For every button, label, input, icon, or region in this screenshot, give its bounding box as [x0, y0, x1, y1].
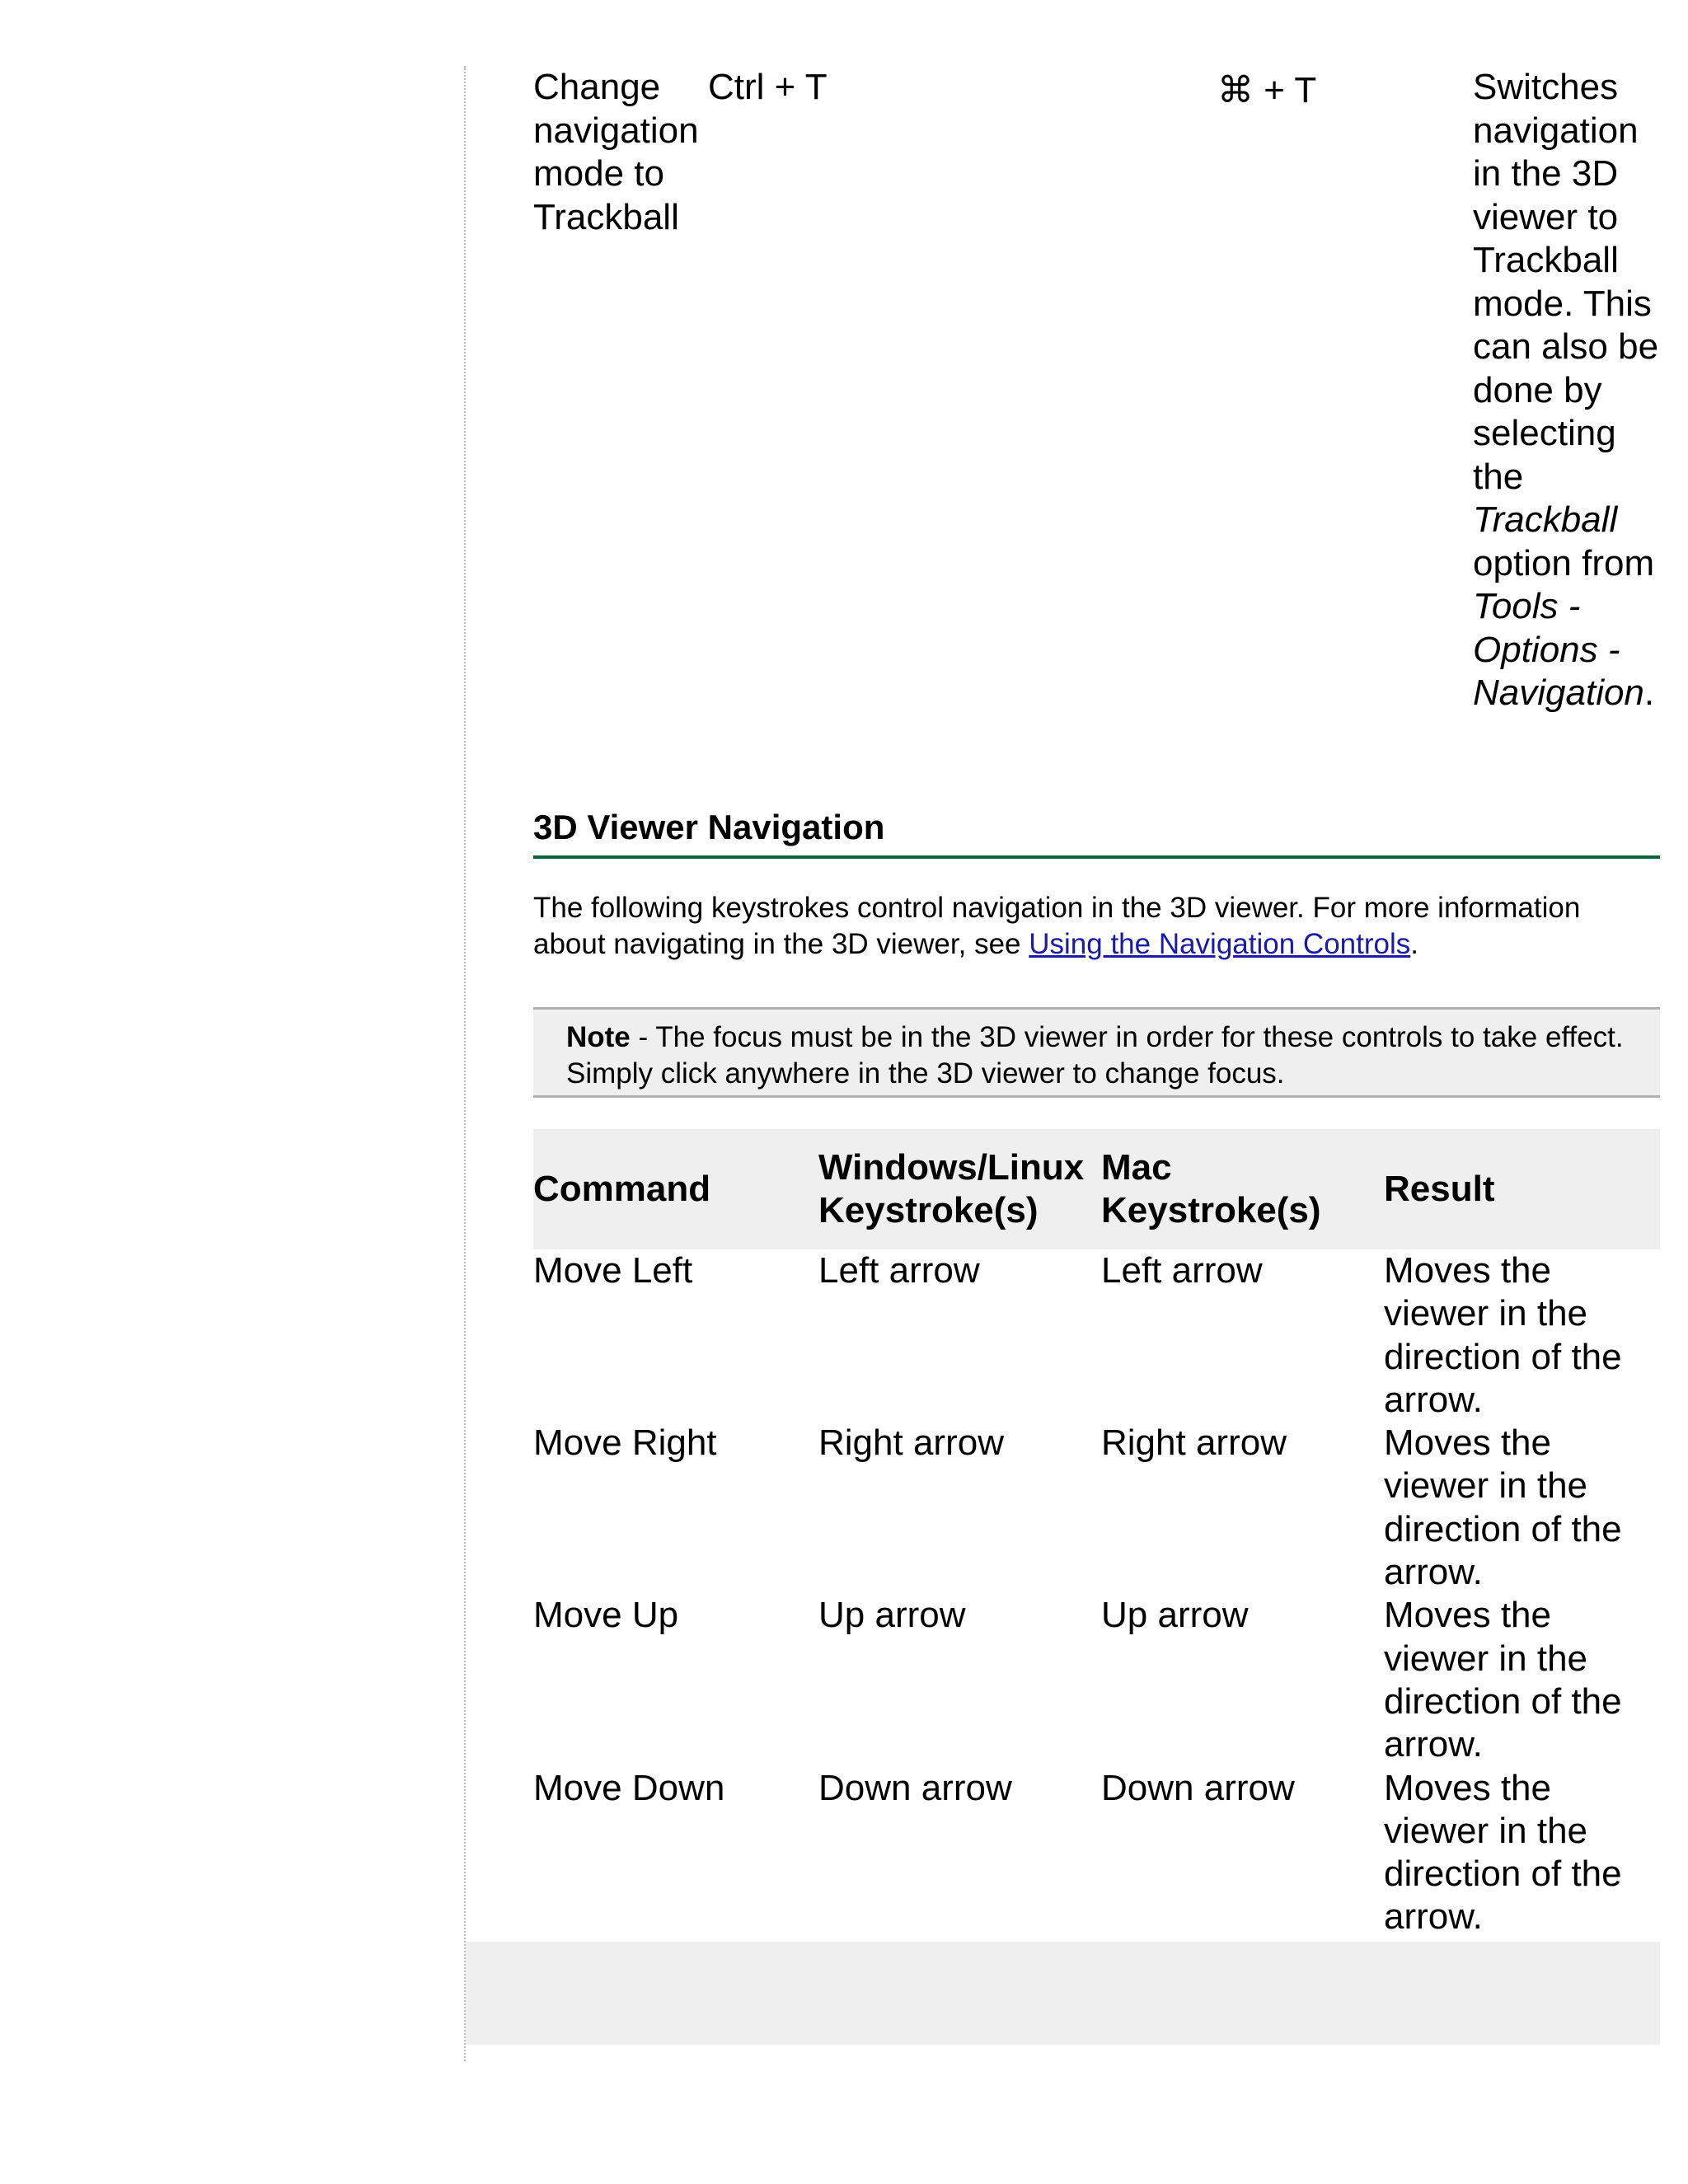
result-part-italic: Trackball	[1473, 499, 1618, 540]
table-row	[533, 1422, 1660, 1594]
result-part: .	[1643, 673, 1655, 713]
command-cell: Move Down	[533, 1767, 725, 1808]
intro-end: .	[1410, 928, 1418, 960]
header-command: Command	[533, 1129, 818, 1249]
intro-paragraph	[533, 890, 1660, 963]
mac-keystroke-cell: Down arrow	[1101, 1767, 1295, 1808]
result-part-italic: Tools - Options - Navigation	[1473, 586, 1644, 713]
result-part: Switches navigation in the 3D viewer to Trackball mode. This can also be done by selecting the	[1473, 67, 1659, 497]
content-area	[464, 66, 1660, 2061]
result-cell	[1473, 66, 1660, 715]
mac-keystroke-cell: Up arrow	[1101, 1595, 1249, 1636]
result-cell: Moves the viewer in the direction of the arrow.	[1384, 1250, 1622, 1420]
note-text: - The focus must be in the 3D viewer in order for these controls to take effect. Simply click anywhere in the 3D viewer to change focus.	[566, 1021, 1624, 1090]
result-cell: Moves the viewer in the direction of the arrow.	[1384, 1767, 1622, 1938]
header-result: Result	[1384, 1129, 1660, 1249]
header-mac-keystroke: Mac Keystroke(s)	[1101, 1129, 1384, 1249]
command-cell: Change navigation mode to Trackball	[533, 67, 699, 237]
table-row	[533, 1594, 1660, 1766]
mac-keystroke-cell: ⌘ + T	[1217, 70, 1317, 110]
command-cell: Move Right	[533, 1422, 717, 1464]
navigation-table	[533, 1129, 1660, 1939]
mac-keystroke-cell: Left arrow	[1101, 1250, 1263, 1291]
windows-keystroke-cell: Ctrl + T	[708, 67, 828, 107]
note-box	[533, 1007, 1660, 1098]
navigation-controls-link[interactable]: Using the Navigation Controls	[1029, 928, 1411, 960]
section-heading: 3D Viewer Navigation	[533, 808, 1660, 859]
table-row	[533, 1767, 1660, 1939]
windows-keystroke-cell: Left arrow	[818, 1250, 980, 1291]
intro-text: The following keystrokes control navigation in the 3D viewer. For more information about navigating in the 3D viewer, see	[533, 892, 1581, 960]
footer-band	[466, 1942, 1660, 2045]
windows-keystroke-cell: Down arrow	[818, 1767, 1012, 1808]
result-cell: Moves the viewer in the direction of the arrow.	[1384, 1595, 1622, 1765]
command-cell: Move Up	[533, 1595, 679, 1636]
mac-keystroke-cell: Right arrow	[1101, 1422, 1287, 1464]
result-cell: Moves the viewer in the direction of the arrow.	[1384, 1422, 1622, 1593]
header-windows-keystroke: Windows/Linux Keystroke(s)	[818, 1129, 1101, 1249]
table-row-trackball	[533, 66, 1660, 750]
windows-keystroke-cell: Right arrow	[818, 1422, 1004, 1464]
result-part: option from	[1473, 542, 1655, 583]
table-header-row	[533, 1129, 1660, 1249]
windows-keystroke-cell: Up arrow	[818, 1595, 966, 1636]
content-inner	[533, 66, 1660, 1938]
command-cell: Move Left	[533, 1250, 693, 1291]
table-row	[533, 1249, 1660, 1422]
note-label: Note	[566, 1021, 631, 1053]
